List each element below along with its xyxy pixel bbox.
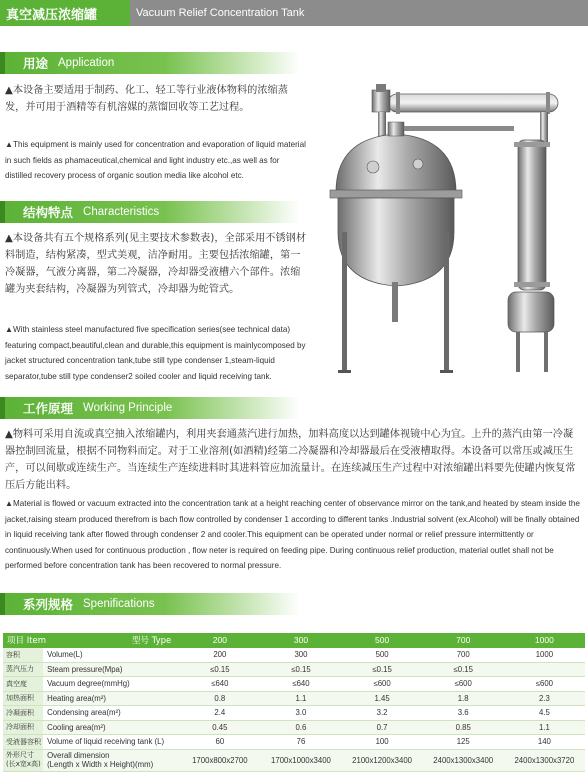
section-title-cn: 系列规格 (23, 597, 74, 612)
page-title-bar (0, 0, 588, 26)
title-cn-block (0, 0, 130, 26)
model-header: 1000 (504, 633, 585, 648)
section-header-specifications (0, 593, 300, 615)
vacuum-concentration-tank-illustration (318, 82, 580, 382)
table-row: 蒸汽压力 Steam pressure(Mpa) ≤0.15 ≤0.15 ≤0.15 ≤0.15 (3, 662, 585, 677)
application-text-cn: ▲本设备主要适用于制药、化工、轻工等行业液体物料的浓缩蒸发，并可用于酒精等有机溶媒的蒸馏回收等工艺过程。 (5, 85, 288, 113)
table-row: 容积 Volume(L) 200 300 500 700 1000 (3, 648, 585, 663)
application-text-en: ▲This equipment is mainly used for concentration and evaporation of liquid material in such fields as phamaceutical,chemical and light industry etc.,as well as for distilled recovery process of organic soution media like alcohol etc. (5, 140, 306, 180)
header-item: 项目 Item 型号 Type (3, 633, 179, 648)
characteristics-text-en: ▲With stainless steel manufactured five specification series(see technical data) featuring compact,beautiful,clean and durable,this equipment is mainlycomposed by jacket structured concentration tank,tube still type condenser 1,steam-liquid separator,tube still type condenser2 soiled cooler and liquid receiving tank. (5, 325, 306, 381)
specifications-table (3, 633, 585, 772)
working-principle-text-cn: ▲物料可采用自流或真空抽入浓缩罐内，利用夹套通蒸汽进行加热，加料高度以达到罐体视镜中心为宜。上升的蒸汽由第一冷凝器控制回流量，根据不同物料而定。对于工业溶剂(如酒精)经第二冷凝器和冷却器最后在受液槽取得。本设备可以常压或减压生产，可以间歇或连续生产。当连续生产连续进料时其进料管应加流量计。在连续减压生产过程中对浓缩罐出料要先使罐内恢复常压后方能出料。 (5, 429, 576, 491)
table-row: 受液器容积 Volume of liquid receiving tank (L) 60 76 100 125 140 (3, 735, 585, 750)
section-title-cn: 结构特点 (23, 205, 74, 220)
model-header: 300 (260, 633, 341, 648)
title-en: Vacuum Relief Concentration Tank (136, 7, 305, 19)
table-header-row (3, 633, 585, 648)
model-header: 200 (179, 633, 260, 648)
title-cn: 真空减压浓缩罐 (6, 7, 98, 23)
title-en-block (130, 0, 588, 26)
section-title-en: Application (58, 57, 115, 69)
section-header-application (0, 52, 300, 74)
section-title-en: Spenifications (83, 598, 155, 610)
section-header-characteristics (0, 201, 300, 223)
model-header: 500 (342, 633, 423, 648)
section-title-cn: 用途 (23, 56, 49, 71)
table-row: 冷凝面积 Condensing area(m²) 2.4 3.0 3.2 3.6 4.5 (3, 706, 585, 721)
section-title-cn: 工作原理 (23, 401, 74, 416)
section-title-en: Characteristics (83, 206, 160, 218)
characteristics-text-cn: ▲本设备共有五个规格系列(见主要技术参数表)，全部采用不锈钢材料制造，结构紧凑，型式美观，洁净耐用。主要包括浓缩罐，第一冷凝器，气液分离器，第二冷凝器，冷却器受液槽六个部件。浓缩罐为夹套结构，冷凝器为列管式，冷却器为蛇管式。 (5, 233, 307, 295)
working-principle-text-en: ▲Material is flowed or vacuum extracted into the concentration tank at a height reaching center of observance mirror on the tank,and heated by steam inside the jacket,raising steam produced therefrom is bach flow controlled by condenser 1 according to different tanks .Industrial solvent (ex.Alcohol) will be finally obtained in liquid receiving tank after flowed through condenser 2 and cooler.This equipment can be operated under normal or relief pressure intermittently or continuously.When used for continuous production , flow neter is required on feeding pipe. During continuous relief production, material outlet shall not be performed before concentration tank has been recovered to normal pressure. (5, 499, 580, 570)
section-header-working-principle (0, 397, 300, 419)
table-row: 真空度 Vacuum degree(mmHg) ≤640 ≤640 ≤600 ≤600 ≤600 (3, 677, 585, 692)
table-row: 外形尺寸 (长x宽x高) Overall dimension (Length x Width x Height)(mm) 1700x800x2700 1700x1000x3400 2100x1200x3400 2400x1300x3400 2400x1300x3720 (3, 749, 585, 771)
model-header: 700 (423, 633, 504, 648)
table-row: 加热面积 Heating area(m²) 0.8 1.1 1.45 1.8 2.3 (3, 691, 585, 706)
table-row: 冷却面积 Cooling area(m²) 0.45 0.6 0.7 0.85 1.1 (3, 720, 585, 735)
header-type: 型号 Type (132, 636, 172, 647)
section-title-en: Working Principle (83, 402, 173, 414)
